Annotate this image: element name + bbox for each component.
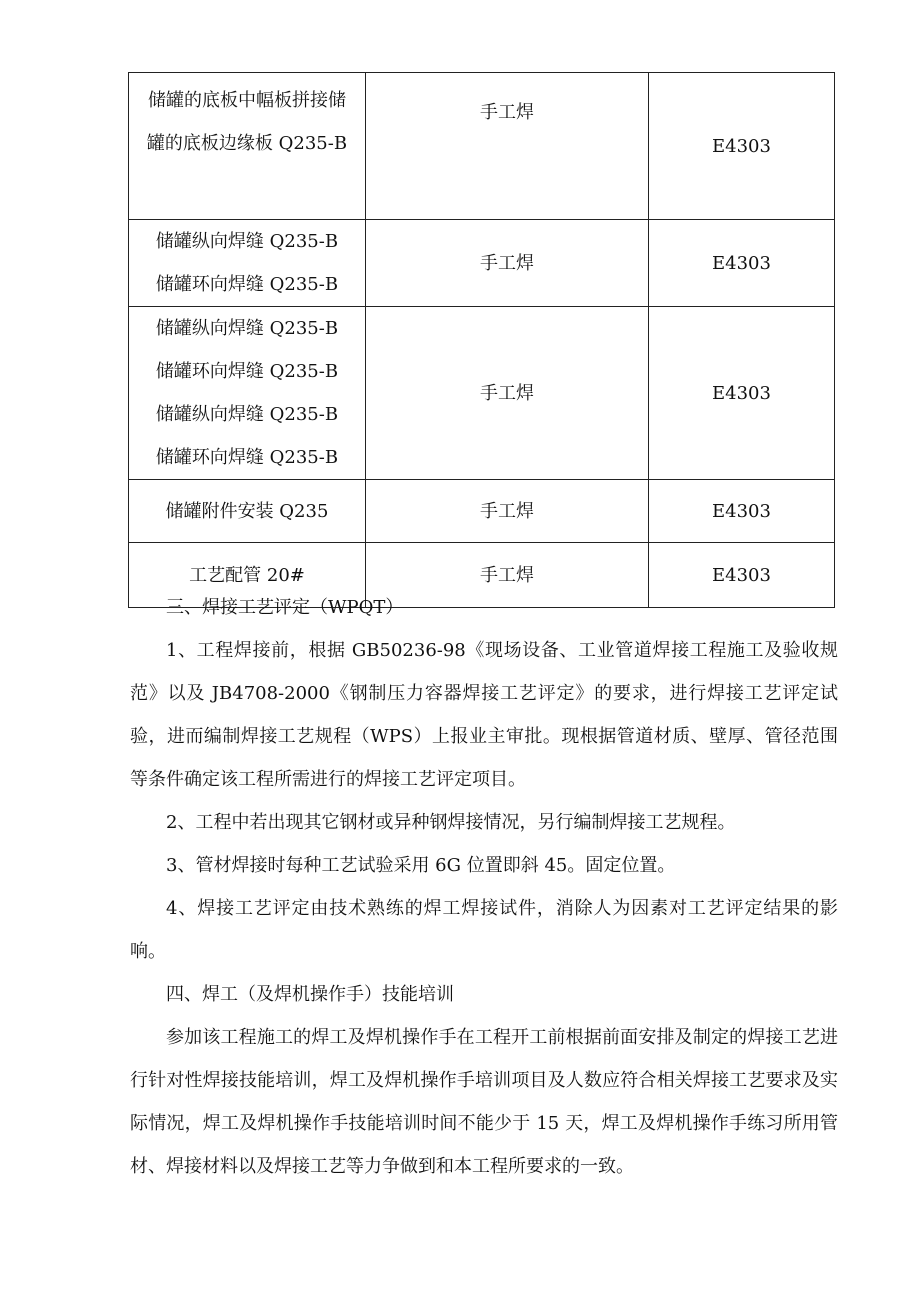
paragraph: 1、工程焊接前，根据 GB50236-98《现场设备、工业管道焊接工程施工及验收规范》以及 JB4708-2000《钢制压力容器焊接工艺评定》的要求，进行焊接工艺评定试验，进而编制焊接工艺规程（WPS）上报业主审批。现根据管道材质、壁厚、管径范围等条件确定该工程所需进行的焊接工艺评定项目。 <box>130 640 838 790</box>
material-cell <box>129 73 366 220</box>
material-line: 罐的底板边缘板 Q235-B <box>146 133 348 154</box>
paragraph: 3、管材焊接时每种工艺试验采用 6G 位置即斜 45。固定位置。 <box>166 855 676 876</box>
material-line: 储罐环向焊缝 Q235-B <box>155 447 339 468</box>
table-row <box>129 480 835 543</box>
process-cell: 手工焊 <box>366 543 649 608</box>
process-cell: 手工焊 <box>366 307 649 480</box>
rod-cell: E4303 <box>649 220 835 307</box>
table-row <box>129 307 835 480</box>
paragraph: 参加该工程施工的焊工及焊机操作手在工程开工前根据前面安排及制定的焊接工艺进行针对性焊接技能培训，焊工及焊机操作手培训项目及人数应符合相关焊接工艺要求及实际情况，焊工及焊机操作手技能培训时间不能少于 15 天，焊工及焊机操作手练习所用管材、焊接材料以及焊接工艺等力争做到和本工程所要求的一致。 <box>130 1027 838 1177</box>
material-cell <box>129 307 366 480</box>
rod-cell: E4303 <box>649 307 835 480</box>
table-row <box>129 73 835 220</box>
material-line: 储罐纵向焊缝 Q235-B <box>155 404 339 425</box>
process-cell: 手工焊 <box>366 480 649 543</box>
material-line: 储罐环向焊缝 Q235-B <box>155 361 339 382</box>
material-cell <box>129 480 366 543</box>
rod-cell: E4303 <box>649 73 835 220</box>
material-line: 储罐附件安装 Q235 <box>165 500 329 522</box>
rod-cell: E4303 <box>649 543 835 608</box>
material-line: 储罐纵向焊缝 Q235-B <box>155 231 339 252</box>
material-line: 储罐的底板中幅板拼接储 <box>148 90 346 111</box>
material-cell <box>129 220 366 307</box>
material-line: 工艺配管 20# <box>189 564 305 586</box>
section-heading-wpqt: 三、焊接工艺评定（WPQT） <box>166 597 404 618</box>
section-heading-training: 四、焊工（及焊机操作手）技能培训 <box>166 984 454 1005</box>
body-text <box>130 586 838 1188</box>
rod-cell: E4303 <box>649 480 835 543</box>
table-row <box>129 220 835 307</box>
process-cell: 手工焊 <box>366 220 649 307</box>
material-line: 储罐环向焊缝 Q235-B <box>155 274 339 295</box>
material-line: 储罐纵向焊缝 Q235-B <box>155 318 339 339</box>
welding-table <box>128 72 835 608</box>
paragraph: 2、工程中若出现其它钢材或异种钢焊接情况，另行编制焊接工艺规程。 <box>166 812 736 833</box>
process-cell: 手工焊 <box>366 73 649 220</box>
paragraph: 4、焊接工艺评定由技术熟练的焊工焊接试件，消除人为因素对工艺评定结果的影响。 <box>130 898 838 962</box>
